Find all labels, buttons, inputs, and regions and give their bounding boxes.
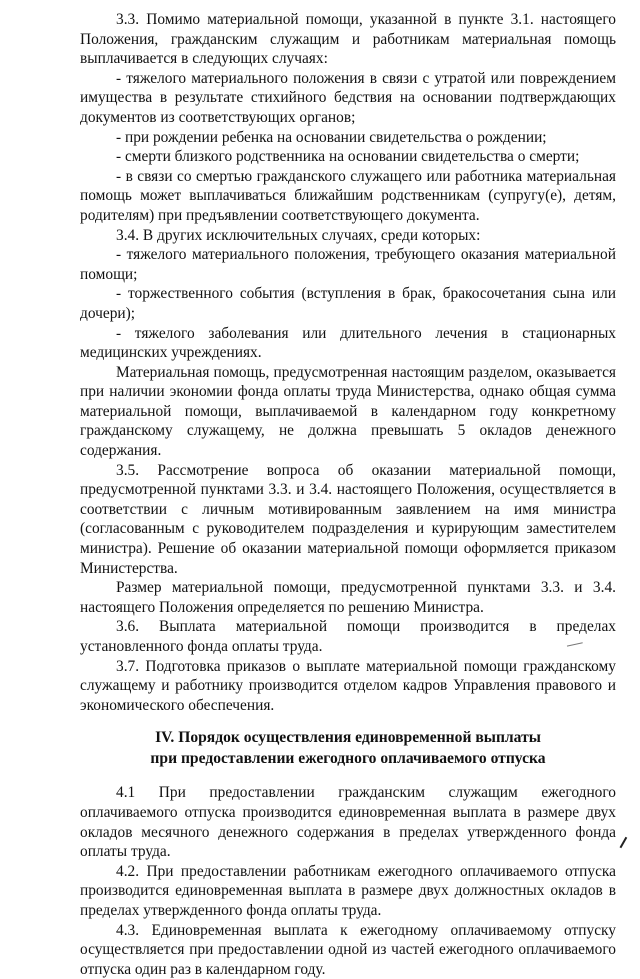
document-page <box>80 10 616 979</box>
paragraph-3-3: 3.3. Помимо материальной помощи, указанной в пункте 3.1. настоящего Положения, гражданским служащим и работникам материальная помощь выплачивается в следующих случаях: <box>80 11 616 68</box>
paragraph-4-1: 4.1 При предоставлении гражданским служащим ежегодного оплачиваемого отпуска производится единовременная выплата в размере двух окладов месячного денежного содержания в пределах утвержденного фонда оплаты труда. <box>80 784 616 861</box>
paragraph-4-3: 4.3. Единовременная выплата к ежегодному оплачиваемому отпуску осуществляется при предоставлении одной из частей ежегодного оплачиваемого отпуска один раз в календарном году. <box>80 921 616 978</box>
paragraph-amount: Размер материальной помощи, предусмотренной пунктами 3.3. и 3.4. настоящего Положения определяется по решению Министра. <box>80 579 616 616</box>
list-item-employee-death: - в связи со смертью гражданского служащего или работника материальная помощь может выплачиваться ближайшим родственникам (супругу(е), детям, родителям) при предъявлении соответствующего документа. <box>80 167 616 224</box>
list-item-child-birth: - при рождении ребенка на основании свидетельства о рождении; <box>116 128 547 146</box>
list-item-hardship: - тяжелого материального положения, требующего оказания материальной помощи; <box>80 246 616 283</box>
list-item-relative-death: - смерти близкого родственника на основании свидетельства о смерти; <box>116 148 580 166</box>
section-heading <box>80 727 616 769</box>
section-heading-line-1: IV. Порядок осуществления единовременной выплаты <box>155 729 541 747</box>
tick-mark-icon <box>620 837 633 851</box>
paragraph-4-2: 4.2. При предоставлении работникам ежегодного оплачиваемого отпуска производится единовременная выплата в размере двух должностных окладов в пределах утвержденного фонда оплаты труда. <box>80 862 616 919</box>
section-heading-line-2: при предоставлении ежегодного оплачиваемого отпуска <box>150 750 546 768</box>
list-item-natural-disaster: - тяжелого материального положения в связи с утратой или повреждением имущества в результате стихийного бедствия на основании подтверждающих документов из соответствующих органов; <box>80 69 616 126</box>
paragraph-3-5: 3.5. Рассмотрение вопроса об оказании материальной помощи, предусмотренной пунктами 3.3. и 3.4. настоящего Положения, осуществляется в соответствии с личным мотивированным заявлением на имя министра (согласованным с руководителем подразделения и курирующим заместителем министра). Решение об оказании материальной помощи оформляется приказом Министерства. <box>80 461 616 577</box>
paragraph-limit: Материальная помощь, предусмотренная настоящим разделом, оказывается при наличии экономии фонда оплаты труда Министерства, однако общая сумма материальной помощи, выплачиваемой в календарном году конкретному гражданскому служащему, не должна превышать 5 окладов денежного содержания. <box>80 363 616 460</box>
list-item-illness: - тяжелого заболевания или длительного лечения в стационарных медицинских учреждениях. <box>80 324 616 362</box>
paragraph-3-7: 3.7. Подготовка приказов о выплате материальной помощи гражданскому служащему и работнику производится отделом кадров Управления правового и экономического обеспечения. <box>80 657 616 714</box>
paragraph-3-6: 3.6. Выплата материальной помощи производится в пределах установленного фонда оплаты труда. <box>80 618 616 655</box>
paragraph-3-4: 3.4. В других исключительных случаях, среди которых: <box>116 226 481 244</box>
list-item-celebration: - торжественного события (вступления в брак, бракосочетания сына или дочери); <box>80 285 616 322</box>
